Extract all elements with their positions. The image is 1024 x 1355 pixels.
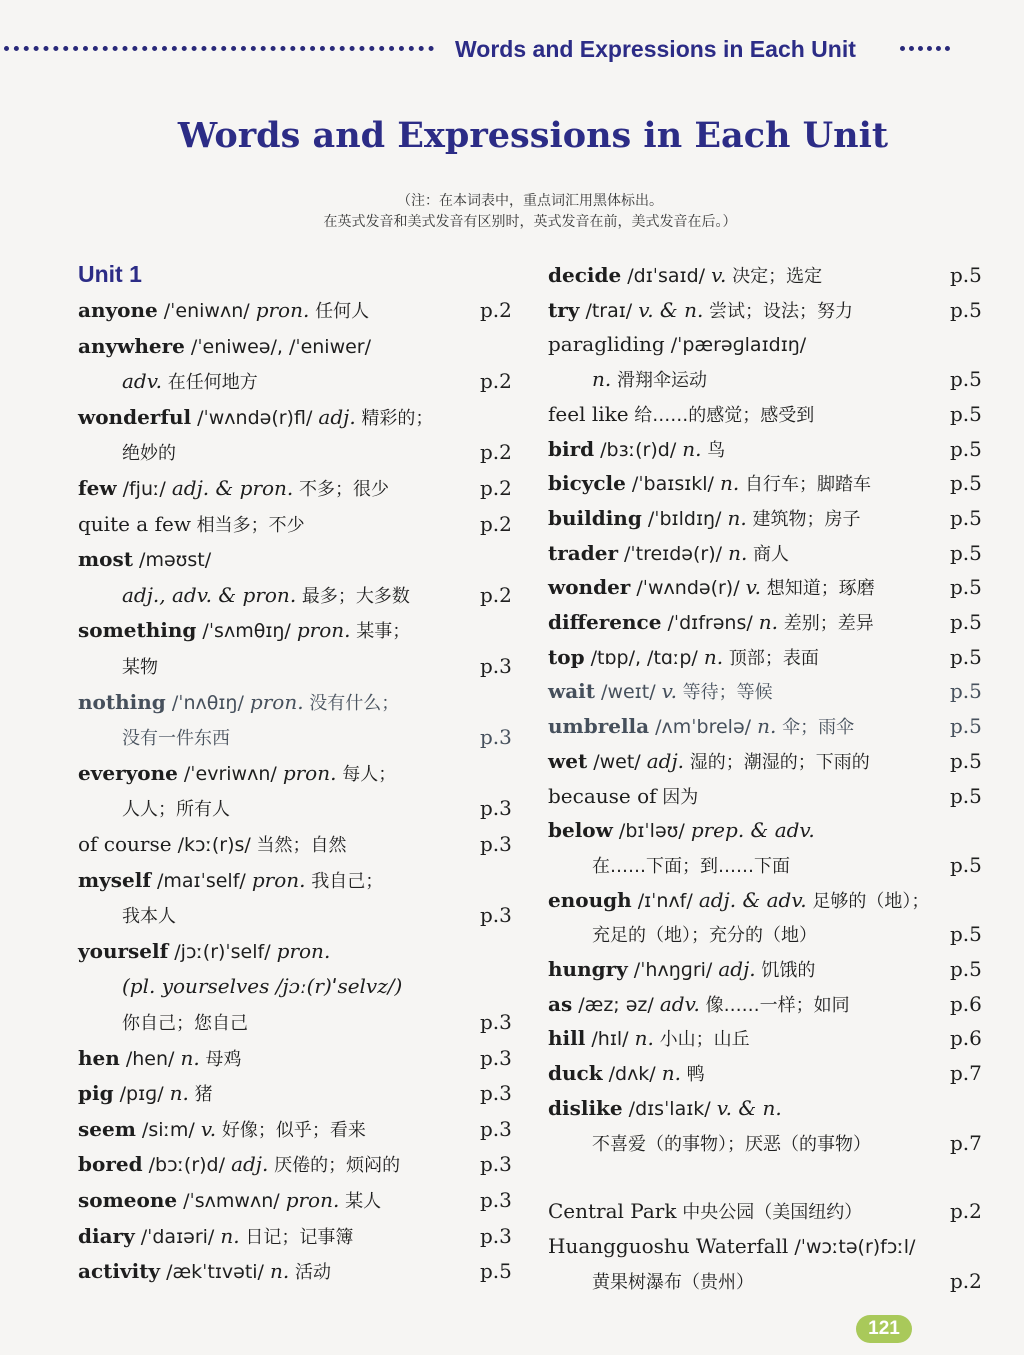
entry-part-of-speech: n.	[661, 1061, 682, 1086]
header-dots-right	[900, 46, 950, 51]
entry-word: trader	[548, 540, 618, 565]
entry-part-of-speech: v. & n.	[716, 1095, 782, 1120]
vocab-entry-continuation	[592, 1126, 871, 1160]
entry-word: something	[78, 618, 197, 643]
entry-part-of-speech: v.	[711, 263, 727, 287]
entry-page-ref: p.5	[950, 644, 982, 669]
entry-phonetic: /siːm/	[135, 1118, 201, 1141]
entry-phonetic: /bɜː(r)d/	[594, 438, 683, 461]
entry-meaning: 尝试；设法；努力	[703, 300, 854, 322]
entry-page-ref: p.5	[950, 610, 982, 634]
entry-meaning: 想知道；琢磨	[760, 578, 875, 600]
entry-meaning: 等待；等候	[676, 682, 773, 704]
vocab-entry	[78, 542, 211, 576]
entry-word: umbrella	[548, 714, 650, 739]
vocab-entry-continuation	[122, 720, 230, 754]
entry-page-ref: p.5	[950, 505, 982, 530]
entry-meaning: 每人；	[336, 763, 397, 785]
entry-phonetic: /ˈwʌndə(r)fl/	[191, 406, 319, 429]
entry-word: Central Park	[548, 1199, 677, 1224]
entry-phonetic: /bɪˈləʊ/	[612, 820, 691, 843]
entry-meaning: 足够的（地）；	[806, 890, 930, 912]
entry-meaning: (pl. yourselves /jɔː(r)ˈselvz/)	[122, 974, 403, 999]
entry-part-of-speech: pron.	[282, 760, 337, 785]
entry-meaning: 鸟	[701, 439, 726, 461]
entry-phonetic: /ʌmˈbrelə/	[649, 716, 758, 739]
entry-part-of-speech: n.	[727, 505, 747, 530]
entry-part-of-speech: n.	[682, 436, 702, 461]
entry-part-of-speech: prep. & adv.	[690, 818, 815, 843]
entry-phonetic: /ˈdɪfrəns/	[661, 612, 759, 634]
entry-part-of-speech: v.	[661, 679, 677, 704]
entry-phonetic: /maɪˈself/	[150, 869, 252, 892]
entry-page-ref: p.3	[480, 903, 512, 928]
entry-word: because of	[548, 783, 657, 808]
vocab-entry	[78, 756, 396, 790]
vocab-entry	[78, 1041, 241, 1075]
entry-page-ref: p.5	[950, 540, 982, 565]
entry-page-ref: p.5	[950, 783, 982, 808]
note-line-2: 在英式发音和美式发音有区别时，英式发音在前，美式发音在后。）	[323, 214, 737, 230]
entry-word: paragliding	[548, 332, 665, 357]
entry-meaning: 当然；自然	[250, 835, 347, 856]
entry-part-of-speech: n.	[634, 1026, 654, 1051]
vocab-entry	[78, 1147, 400, 1181]
entry-page-ref: p.5	[950, 714, 982, 739]
entry-phonetic: /ˈpærəɡlaɪdɪŋ/	[664, 334, 807, 357]
entry-page-ref: p.5	[950, 679, 982, 704]
entry-meaning: 商人	[747, 543, 790, 565]
entry-word: feel like	[548, 401, 629, 426]
entry-part-of-speech: n.	[169, 1081, 189, 1106]
running-header-title: Words and Expressions in Each Unit	[455, 36, 856, 62]
entry-meaning: 滑翔伞运动	[611, 370, 707, 392]
vocab-entry	[548, 1194, 862, 1228]
entry-meaning: 活动	[289, 1262, 331, 1284]
vocab-entry	[78, 1254, 331, 1288]
entry-meaning: 某人	[339, 1191, 382, 1212]
entry-word: try	[548, 297, 580, 322]
vocab-entry-continuation	[122, 649, 158, 683]
entry-phonetic: /fjuː/	[116, 478, 172, 500]
vocab-entry	[548, 293, 853, 327]
entry-word: diary	[78, 1223, 135, 1248]
entry-part-of-speech: pron.	[276, 938, 331, 963]
entry-word: yourself	[78, 938, 169, 963]
entry-part-of-speech: adj.	[718, 957, 756, 981]
vocab-entry	[78, 293, 369, 327]
entry-word: wet	[548, 748, 588, 773]
entry-word: building	[548, 505, 642, 530]
entry-part-of-speech: n.	[180, 1045, 200, 1070]
vocab-entry	[548, 258, 822, 292]
entry-word: difference	[548, 610, 662, 634]
vocab-entry-continuation	[122, 898, 176, 932]
entry-phonetic: /məʊst/	[133, 549, 212, 572]
entry-phonetic: /æz; əz/	[572, 993, 660, 1016]
entry-part-of-speech: v. & n.	[638, 297, 704, 322]
entry-page-ref: p.7	[950, 1130, 982, 1155]
entry-phonetic: /ˈsʌmθɪŋ/	[196, 620, 297, 643]
entry-meaning: 任何人	[309, 301, 370, 322]
entry-part-of-speech: adj.	[231, 1152, 269, 1177]
entry-word: wonder	[548, 575, 631, 600]
entry-meaning: 决定；选定	[726, 266, 823, 287]
vocab-entry	[548, 1229, 915, 1263]
entry-page-ref: p.2	[480, 476, 512, 500]
entry-word: bicycle	[548, 471, 626, 496]
vocab-entry-continuation	[122, 791, 230, 825]
entry-meaning: 自行车；脚踏车	[739, 474, 871, 496]
vocab-entry	[548, 327, 806, 361]
entry-meaning: 不喜爱（的事物）；厌恶（的事物）	[592, 1133, 871, 1155]
entry-meaning: 相当多；不少	[190, 514, 305, 536]
entry-word: bored	[78, 1152, 143, 1177]
entry-part-of-speech: n.	[270, 1259, 290, 1284]
entry-word: wonderful	[78, 404, 192, 429]
entry-part-of-speech: n.	[720, 471, 740, 496]
vocab-entry	[548, 883, 929, 917]
entry-meaning: 精彩的；	[355, 407, 434, 429]
entry-word: nothing	[78, 689, 166, 714]
entry-page-ref: p.3	[480, 832, 512, 856]
entry-part-of-speech: pron.	[251, 867, 306, 892]
vocab-entry	[78, 400, 433, 434]
entry-phonetic: /ˈeniwʌn/	[157, 300, 256, 322]
entry-phonetic: /jɔː(r)ˈself/	[168, 940, 277, 963]
vocab-entry	[78, 1219, 353, 1253]
entry-meaning: 猪	[188, 1084, 213, 1106]
entry-meaning: 我本人	[122, 906, 176, 928]
entry-phonetic: /dɪsˈlaɪk/	[622, 1097, 717, 1120]
entry-phonetic: /ɪˈnʌf/	[631, 889, 699, 912]
entry-page-ref: p.2	[480, 369, 512, 394]
entry-phonetic: /wet/	[587, 750, 647, 773]
vocab-entry	[548, 536, 789, 570]
entry-meaning: 鸭	[681, 1064, 705, 1086]
entry-phonetic: /pɪɡ/	[113, 1083, 170, 1106]
entry-word: hill	[548, 1026, 586, 1051]
entry-part-of-speech: adj., adv. & pron.	[122, 582, 297, 607]
entry-page-ref: p.3	[480, 654, 512, 678]
entry-word: of course	[78, 832, 172, 856]
entry-phonetic: /hen/	[119, 1047, 181, 1070]
vocab-entry-continuation	[122, 1005, 248, 1039]
entry-word: pig	[78, 1081, 114, 1106]
vocab-entry	[78, 1183, 381, 1217]
entry-word: quite a few	[78, 511, 191, 536]
vocab-entry	[78, 1112, 366, 1146]
entry-meaning: 充足的（地）；充分的（地）	[592, 925, 817, 947]
vocab-entry	[548, 605, 874, 639]
vocab-entry-continuation	[592, 848, 790, 882]
entry-page-ref: p.2	[480, 440, 512, 465]
entry-word: Huangguoshu Waterfall	[548, 1233, 789, 1258]
entry-page-ref: p.2	[480, 511, 512, 536]
entry-meaning: 某物	[122, 657, 158, 678]
entry-meaning: 某事；	[350, 621, 411, 643]
entry-meaning: 日记；记事簿	[239, 1226, 354, 1248]
entry-meaning: 厌倦的；烦闷的	[268, 1155, 401, 1177]
entry-phonetic: /ˈbɪldɪŋ/	[641, 507, 728, 530]
entry-page-ref: p.5	[950, 436, 982, 461]
vocab-entry	[78, 827, 347, 861]
entry-meaning: 像……一样；如同	[699, 994, 850, 1016]
entry-word: below	[548, 818, 613, 843]
entry-page-ref: p.5	[480, 1259, 512, 1284]
entry-phonetic: /ˈeniweə/, /ˈeniwer/	[184, 335, 372, 358]
entry-meaning: 没有一件东西	[122, 728, 230, 750]
entry-phonetic: /ˈwɔːtə(r)fɔːl/	[788, 1235, 916, 1258]
entry-page-ref: p.3	[480, 1081, 512, 1106]
vocab-entry	[78, 471, 389, 505]
vocab-entry	[548, 987, 850, 1021]
entry-meaning: 黄果树瀑布（贵州）	[592, 1271, 754, 1293]
entry-part-of-speech: pron.	[285, 1188, 340, 1212]
vocab-entry-continuation	[592, 1264, 754, 1298]
entry-part-of-speech: adj. & pron.	[171, 476, 294, 500]
entry-part-of-speech: adj.	[318, 404, 356, 429]
entry-word: duck	[548, 1061, 603, 1086]
entry-meaning: 差别；差异	[778, 613, 874, 634]
entry-page-ref: p.2	[480, 582, 512, 607]
entry-page-ref: p.7	[950, 1061, 982, 1086]
entry-part-of-speech: v.	[745, 575, 761, 600]
entry-page-ref: p.5	[950, 263, 982, 287]
entry-phonetic: /ˈtreɪdə(r)/	[617, 542, 729, 565]
entry-word: most	[78, 547, 133, 572]
entry-part-of-speech: adj. & adv.	[698, 887, 807, 912]
entry-word: anywhere	[78, 333, 185, 358]
entry-word: hen	[78, 1045, 120, 1070]
entry-meaning: 不多；很少	[293, 479, 390, 500]
entry-page-ref: p.5	[950, 575, 982, 600]
page-number-badge: 121	[856, 1315, 912, 1343]
entry-page-ref: p.3	[480, 1223, 512, 1248]
entry-meaning: 母鸡	[199, 1048, 242, 1070]
entry-meaning: 在……下面；到……下面	[592, 855, 790, 877]
entry-meaning: 饥饿的	[755, 960, 816, 981]
vocab-entry	[548, 744, 870, 778]
entry-meaning: 中央公园（美国纽约）	[676, 1202, 863, 1224]
entry-phonetic: /ˈnʌθɪŋ/	[165, 691, 250, 714]
entry-page-ref: p.3	[480, 725, 512, 750]
entry-meaning: 绝妙的	[122, 443, 176, 465]
entry-phonetic: /ˈevriwʌn/	[177, 762, 283, 785]
vocab-entry	[548, 674, 773, 708]
entry-part-of-speech: n.	[703, 644, 724, 669]
entry-meaning: 我自己；	[305, 870, 384, 892]
entry-word: enough	[548, 887, 632, 912]
entry-part-of-speech: pron.	[249, 689, 304, 714]
entry-part-of-speech: v.	[200, 1116, 217, 1141]
entry-page-ref: p.6	[950, 1026, 982, 1051]
page-title: Words and Expressions in Each Unit	[177, 115, 889, 156]
vocab-entry-continuation	[122, 435, 176, 469]
vocab-entry	[548, 432, 725, 466]
vocab-entry-continuation	[122, 364, 258, 398]
vocab-entry-continuation	[122, 578, 410, 612]
entry-phonetic: /ˈsʌmwʌn/	[177, 1190, 286, 1212]
entry-meaning: 没有什么；	[303, 692, 400, 714]
entry-phonetic: /ˈdaɪəri/	[134, 1225, 221, 1248]
entry-word: as	[548, 991, 573, 1016]
vocab-entry-continuation	[122, 969, 402, 1003]
vocab-entry	[78, 329, 371, 363]
entry-word: decide	[548, 263, 622, 287]
entry-phonetic: /ˈwʌndə(r)/	[630, 577, 746, 600]
entry-word: anyone	[78, 298, 158, 322]
entry-word: few	[78, 476, 117, 500]
note-line-1: （注：在本词表中，重点词汇用黑体标出。	[397, 193, 663, 209]
vocab-entry	[548, 1091, 782, 1125]
entry-word: wait	[548, 679, 596, 704]
entry-meaning: 建筑物；房子	[746, 508, 861, 530]
entry-word: activity	[78, 1259, 161, 1284]
header-dots-left	[4, 46, 434, 51]
entry-phonetic: /ækˈtɪvəti/	[160, 1261, 270, 1284]
entry-part-of-speech: n.	[757, 714, 777, 739]
entry-meaning: 伞；雨伞	[776, 717, 855, 739]
entry-word: someone	[78, 1188, 178, 1212]
entry-page-ref: p.3	[480, 1116, 512, 1141]
entry-meaning: 湿的；潮湿的；下雨的	[684, 751, 870, 773]
entry-page-ref: p.2	[950, 1199, 982, 1224]
running-header	[0, 32, 1024, 72]
entry-phonetic: /ˈbaɪsɪkl/	[625, 473, 720, 496]
entry-phonetic: /kɔː(r)s/	[171, 834, 251, 856]
entry-page-ref: p.5	[950, 852, 982, 877]
vocab-entry	[78, 934, 330, 968]
entry-page-ref: p.5	[950, 297, 982, 322]
entry-page-ref: p.2	[950, 1268, 982, 1293]
entry-part-of-speech: n.	[728, 540, 748, 565]
vocab-entry	[548, 1056, 705, 1090]
entry-part-of-speech: n.	[592, 367, 612, 392]
entry-phonetic: /dʌk/	[602, 1063, 662, 1086]
entry-word: bird	[548, 436, 595, 461]
entry-part-of-speech: pron.	[255, 298, 310, 322]
vocab-entry	[548, 397, 814, 431]
entry-word: seem	[78, 1116, 136, 1141]
vocab-entry	[548, 952, 815, 986]
entry-part-of-speech: n.	[758, 610, 779, 634]
vocab-entry	[78, 613, 410, 647]
entry-meaning: 人人；所有人	[122, 799, 230, 821]
entry-phonetic: /traɪ/	[579, 299, 639, 322]
entry-part-of-speech: pron.	[296, 618, 351, 643]
entry-page-ref: p.5	[950, 401, 982, 426]
entry-page-ref: p.5	[950, 367, 982, 392]
entry-phonetic: /bɔː(r)d/	[142, 1154, 232, 1177]
entry-page-ref: p.3	[480, 1010, 512, 1034]
vocab-entry	[78, 863, 383, 897]
entry-part-of-speech: adv.	[659, 991, 700, 1016]
entry-page-ref: p.5	[950, 922, 982, 947]
entry-part-of-speech: n.	[220, 1223, 240, 1248]
entry-meaning: 给……的感觉；感受到	[628, 404, 815, 426]
vocab-entry	[548, 779, 698, 813]
entry-page-ref: p.3	[480, 796, 512, 821]
entry-page-ref: p.3	[480, 1188, 512, 1212]
vocab-entry	[548, 501, 860, 535]
entry-word: dislike	[548, 1095, 623, 1120]
entry-page-ref: p.2	[480, 298, 512, 322]
entry-meaning: 好像；似乎；看来	[216, 1119, 366, 1141]
unit-heading: Unit 1	[78, 261, 142, 287]
entry-phonetic: /tɒp/, /tɑːp/	[584, 646, 704, 669]
entry-part-of-speech: adv.	[122, 369, 163, 394]
entry-meaning: 在任何地方	[162, 372, 258, 394]
vocab-entry-continuation	[592, 362, 707, 396]
vocab-entry	[548, 640, 819, 674]
entry-word: everyone	[78, 760, 178, 785]
vocab-entry	[78, 507, 305, 541]
entry-phonetic: /weɪt/	[595, 681, 662, 704]
vocab-entry	[548, 1021, 750, 1055]
vocab-entry	[78, 1076, 213, 1110]
entry-word: top	[548, 644, 585, 669]
vocab-entry-continuation	[592, 917, 817, 951]
entry-meaning: 你自己；您自己	[122, 1013, 248, 1034]
entry-part-of-speech: adj.	[646, 748, 685, 773]
entry-phonetic: /dɪˈsaɪd/	[621, 265, 712, 287]
entry-word: myself	[78, 867, 151, 892]
vocab-entry	[548, 813, 815, 847]
vocab-entry	[78, 685, 399, 719]
entry-word: hungry	[548, 957, 628, 981]
vocab-entry	[548, 466, 871, 500]
entry-page-ref: p.5	[950, 471, 982, 496]
entry-meaning: 顶部；表面	[723, 647, 819, 669]
entry-meaning: 最多；大多数	[296, 585, 410, 607]
entry-page-ref: p.6	[950, 991, 982, 1016]
entry-phonetic: /hɪl/	[585, 1028, 635, 1051]
vocab-entry	[548, 570, 875, 604]
entry-page-ref: p.5	[950, 957, 982, 981]
entry-meaning: 因为	[656, 786, 699, 808]
entry-meaning: 小山；山丘	[653, 1029, 750, 1051]
vocab-entry	[548, 709, 854, 743]
entry-phonetic: /ˈhʌŋɡri/	[627, 959, 719, 981]
entry-page-ref: p.5	[950, 748, 982, 773]
entry-page-ref: p.3	[480, 1045, 512, 1070]
entry-page-ref: p.3	[480, 1152, 512, 1177]
